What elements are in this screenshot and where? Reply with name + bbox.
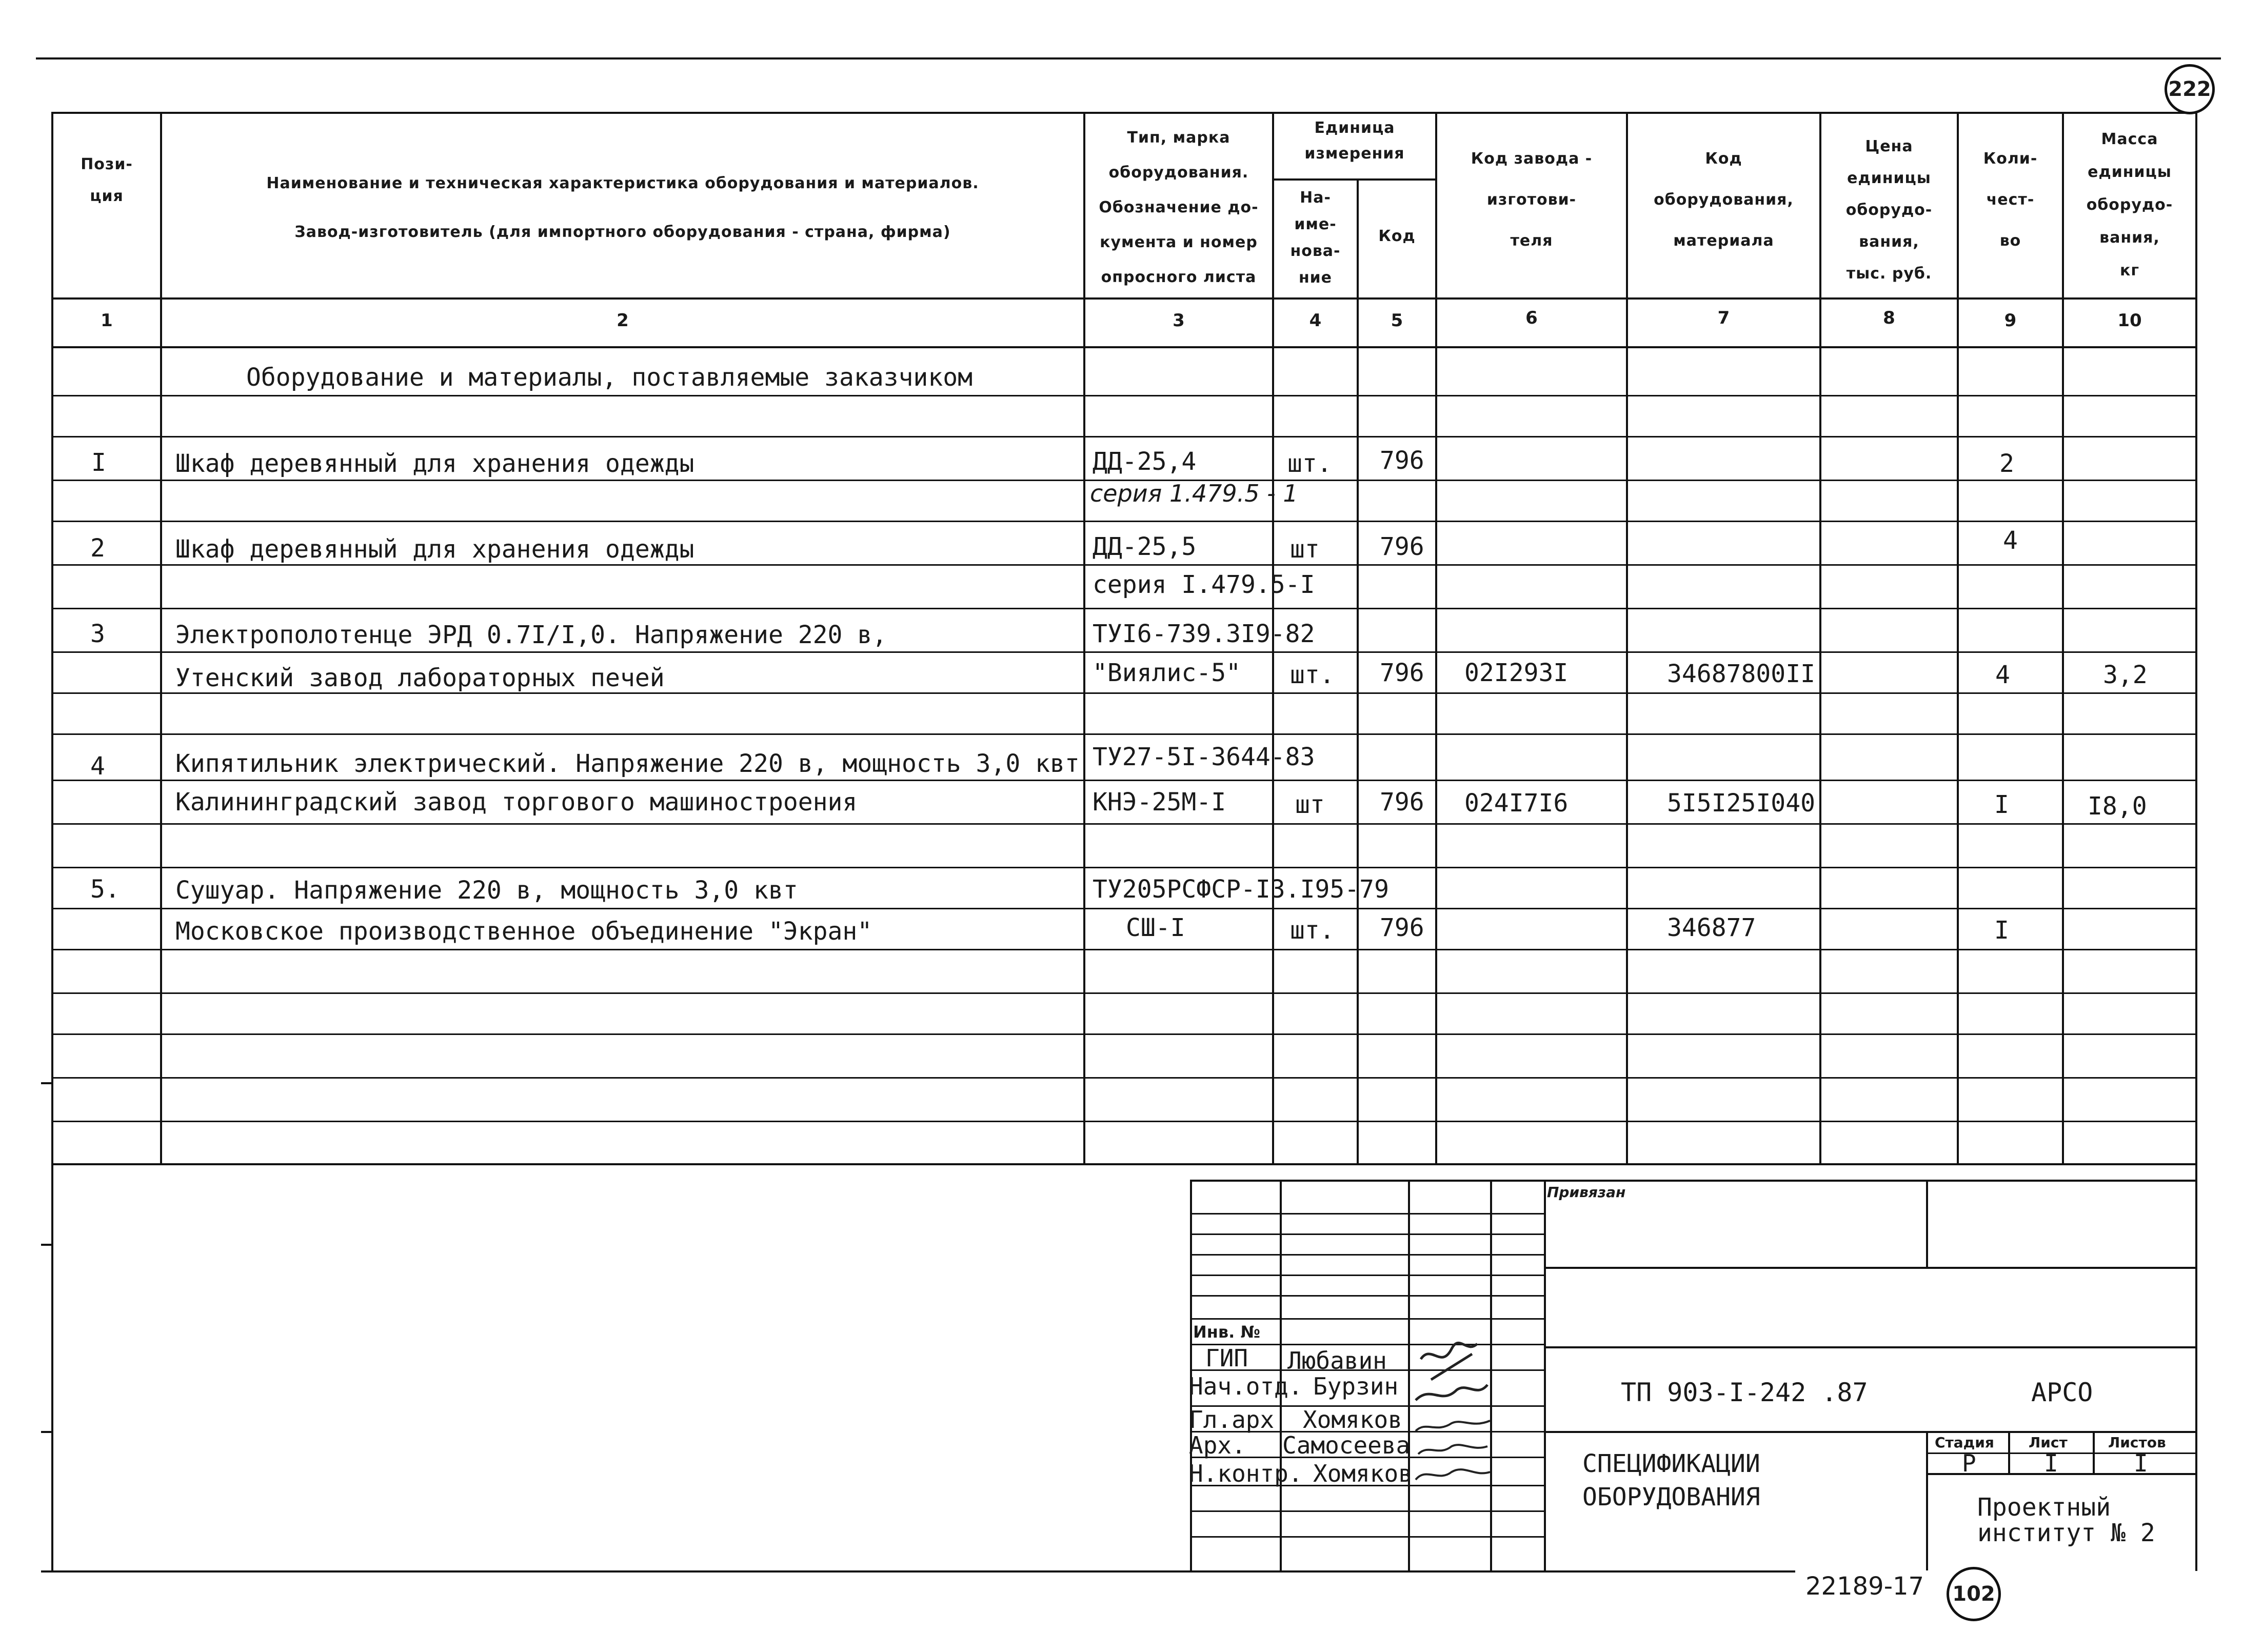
bottom-rule bbox=[41, 1570, 1795, 1573]
row-line bbox=[51, 823, 2195, 825]
name-gip: Любавин bbox=[1287, 1347, 1387, 1375]
row3-mass: 3,2 bbox=[2103, 661, 2148, 689]
row3-quantity: 4 bbox=[1995, 661, 2010, 689]
row-line bbox=[51, 949, 2195, 950]
colnum-4: 4 bbox=[1309, 310, 1322, 331]
row3-name: Электрополотенце ЭРД 0.7I/I,0. Напряжение 220 в, bbox=[175, 621, 887, 649]
stamp-top bbox=[1190, 1180, 2195, 1182]
colnum-8: 8 bbox=[1883, 308, 1895, 328]
row4-type: ТУ27-5I-3644-83 bbox=[1093, 743, 1315, 771]
col-line-1 bbox=[160, 112, 162, 1163]
sheet-value: I bbox=[2044, 1449, 2058, 1477]
row5-equipment-code: 346877 bbox=[1667, 913, 1756, 942]
stamp-col bbox=[1926, 1180, 1928, 1267]
row1-position: I bbox=[91, 448, 106, 477]
col-line-5 bbox=[1435, 112, 1437, 1163]
page-number-circle: 222 bbox=[2165, 64, 2215, 114]
row-line bbox=[51, 608, 2195, 609]
row3-unit-code: 796 bbox=[1380, 659, 1424, 687]
stamp-line bbox=[1544, 1431, 2195, 1433]
role-norm-control: Н.контр. bbox=[1189, 1460, 1303, 1487]
table-body-bottom bbox=[51, 1163, 2195, 1165]
row3-position: 3 bbox=[90, 620, 105, 648]
stamp-line bbox=[1190, 1510, 1544, 1512]
name-architect: Самосеева bbox=[1282, 1431, 1411, 1459]
row5-quantity: I bbox=[1994, 916, 2009, 945]
header-unit-name: На- име- нова- ние bbox=[1290, 189, 1341, 287]
table-right-border bbox=[2195, 112, 2197, 1571]
row2-type-series: серия I.479.5-I bbox=[1093, 570, 1315, 599]
row1-name: Шкаф деревянный для хранения одежды bbox=[175, 449, 694, 478]
table-top-border bbox=[51, 112, 2195, 114]
name-chief-arch: Хомяков bbox=[1303, 1406, 1402, 1434]
row-line bbox=[51, 1121, 2195, 1122]
stamp-line bbox=[1544, 1267, 2195, 1269]
stamp-col bbox=[2008, 1431, 2010, 1473]
name-head-dept: Бурзин bbox=[1313, 1372, 1399, 1400]
row5-unit: шт. bbox=[1290, 916, 1335, 945]
colnum-2: 2 bbox=[617, 310, 629, 331]
row2-type: ДД-25,5 bbox=[1093, 532, 1197, 561]
inventory-number-label: Инв. № bbox=[1193, 1322, 1260, 1342]
header-quantity: Коли- чест- во bbox=[1983, 150, 2038, 250]
row1-type-series: серия 1.479.5 - 1 bbox=[1090, 480, 1298, 507]
row4-plant-code: 024I7I6 bbox=[1464, 789, 1569, 818]
stamp-line bbox=[1190, 1295, 1544, 1297]
row-line bbox=[51, 521, 2195, 522]
row-line bbox=[51, 436, 2195, 437]
row3-type-model: "Виялис-5" bbox=[1093, 659, 1241, 687]
sheet-title-line1: СПЕЦИФИКАЦИИ bbox=[1582, 1449, 1760, 1478]
name-norm-control: Хомяков bbox=[1313, 1460, 1413, 1487]
stage-label: Стадия bbox=[1935, 1434, 1994, 1451]
organization-line1: Проектный bbox=[1977, 1493, 2111, 1522]
colnum-9: 9 bbox=[2004, 310, 2017, 331]
header-price: Цена единицы оборудо- вания, тыс. руб. bbox=[1845, 137, 1933, 283]
colnum-bottom-line bbox=[51, 346, 2195, 348]
col-line-6 bbox=[1626, 112, 1628, 1163]
project-section: АРСО bbox=[2031, 1378, 2093, 1407]
stamp-line bbox=[1544, 1346, 2195, 1348]
colnum-5: 5 bbox=[1391, 310, 1403, 331]
organization-line2: институт № 2 bbox=[1977, 1519, 2155, 1547]
header-unit-group: Единица измерения bbox=[1304, 119, 1405, 163]
colnum-7: 7 bbox=[1717, 308, 1730, 328]
row-line bbox=[51, 733, 2195, 735]
section-title: Оборудование и материалы, поставляемые заказчиком bbox=[246, 363, 973, 392]
sheet-title-line2: ОБОРУДОВАНИЯ bbox=[1582, 1483, 1760, 1511]
row-line bbox=[51, 992, 2195, 994]
stamp-line bbox=[1190, 1213, 1544, 1215]
stamp-line bbox=[1190, 1536, 1544, 1538]
row1-unit: шт. bbox=[1287, 449, 1332, 478]
document-code: ТП 903-I-242 .87 bbox=[1621, 1378, 1868, 1407]
archive-number: 22189-17 bbox=[1805, 1572, 1924, 1601]
stamp-line bbox=[1190, 1318, 1544, 1320]
row4-equipment-code: 5I5I25I040 bbox=[1667, 789, 1815, 818]
header-type: Тип, марка оборудования. Обозначение до- кумента и номер опросного листа bbox=[1099, 129, 1259, 286]
row3-equipment-code: 34687800II bbox=[1667, 660, 1815, 688]
col-line-8 bbox=[1957, 112, 1959, 1163]
colnum-6: 6 bbox=[1525, 308, 1538, 328]
row-line bbox=[51, 908, 2195, 909]
margin-tick bbox=[41, 1431, 52, 1433]
stamp-line bbox=[1190, 1233, 1544, 1235]
stamp-col bbox=[1926, 1431, 1928, 1570]
stamp-col bbox=[1544, 1180, 1546, 1570]
margin-tick bbox=[41, 1082, 52, 1084]
margin-tick bbox=[41, 1244, 52, 1246]
sheet-label: Лист bbox=[2029, 1434, 2068, 1451]
row-line bbox=[51, 780, 2195, 781]
row3-unit: шт. bbox=[1290, 661, 1335, 689]
sheets-value: I bbox=[2134, 1449, 2148, 1477]
role-chief-arch: Гл.арх bbox=[1189, 1406, 1275, 1434]
row1-type: ДД-25,4 bbox=[1093, 447, 1197, 476]
row5-type-model: СШ-I bbox=[1126, 913, 1185, 942]
row-line bbox=[51, 395, 2195, 396]
row5-manufacturer: Московское производственное объединение "Экран" bbox=[175, 917, 872, 946]
row3-plant-code: 02I293I bbox=[1464, 659, 1569, 687]
row4-type-model: КНЭ-25М-I bbox=[1093, 788, 1226, 817]
row2-unit: шт bbox=[1290, 535, 1320, 564]
header-position: Пози- ция bbox=[81, 155, 133, 205]
header-plant-code: Код завода - изготови- теля bbox=[1471, 150, 1593, 250]
header-unit-code: Код bbox=[1378, 227, 1416, 245]
stamp-line bbox=[1190, 1254, 1544, 1256]
sheets-label: Листов bbox=[2108, 1434, 2166, 1451]
colnum-1: 1 bbox=[101, 310, 113, 331]
row3-manufacturer: Утенский завод лабораторных печей bbox=[175, 664, 665, 692]
row4-mass: I8,0 bbox=[2088, 792, 2147, 821]
row5-unit-code: 796 bbox=[1380, 913, 1424, 942]
stamp-col bbox=[2093, 1431, 2095, 1473]
row-line bbox=[51, 692, 2195, 694]
role-gip: ГИП bbox=[1205, 1344, 1248, 1372]
role-head-dept: Нач.отд. bbox=[1189, 1372, 1303, 1400]
signatures-image bbox=[1411, 1323, 1493, 1487]
row1-unit-code: 796 bbox=[1380, 446, 1424, 475]
row4-quantity: I bbox=[1994, 790, 2009, 819]
row2-name: Шкаф деревянный для хранения одежды bbox=[175, 535, 694, 564]
row4-unit-code: 796 bbox=[1380, 788, 1424, 817]
row2-quantity: 4 bbox=[2003, 526, 2018, 555]
row5-type: ТУ205РСФСР-I3.I95-79 bbox=[1093, 875, 1389, 904]
row-line bbox=[51, 867, 2195, 868]
header-equipment-code: Код оборудования, материала bbox=[1654, 150, 1794, 250]
row4-position: 4 bbox=[90, 752, 105, 781]
row4-manufacturer: Калининградский завод торгового машиностроения bbox=[175, 788, 858, 817]
stage-value: Р bbox=[1962, 1449, 1976, 1477]
row4-name: Кипятильник электрический. Напряжение 220 в, мощность 3,0 квт bbox=[175, 749, 1080, 778]
role-architect: Арх. bbox=[1189, 1431, 1246, 1459]
row2-position: 2 bbox=[90, 534, 105, 563]
top-rule bbox=[36, 57, 2221, 59]
header-bottom-line bbox=[51, 297, 2195, 300]
row1-quantity: 2 bbox=[1999, 449, 2014, 478]
header-mass: Масса единицы оборудо- вания, кг bbox=[2086, 130, 2173, 280]
row-line bbox=[51, 651, 2195, 653]
row-line bbox=[51, 1077, 2195, 1079]
header-name: Наименование и техническая характеристика оборудования и материалов. Завод-изготовитель (для импортного оборудования - страна, фирма) bbox=[266, 174, 979, 241]
row2-unit-code: 796 bbox=[1380, 532, 1424, 561]
unit-group-line bbox=[1272, 178, 1435, 181]
row4-unit: шт bbox=[1295, 790, 1325, 819]
page-circle: 102 bbox=[1947, 1567, 2001, 1621]
colnum-10: 10 bbox=[2117, 310, 2142, 331]
row-line bbox=[51, 1033, 2195, 1035]
row3-type: ТУI6-739.3I9-82 bbox=[1093, 620, 1315, 648]
row-line bbox=[51, 564, 2195, 566]
row5-position: 5. bbox=[90, 875, 120, 904]
attached-label: Привязан bbox=[1547, 1184, 1626, 1201]
colnum-3: 3 bbox=[1173, 310, 1185, 331]
stamp-line bbox=[1190, 1275, 1544, 1276]
row5-name: Сушуар. Напряжение 220 в, мощность 3,0 квт bbox=[175, 876, 798, 905]
